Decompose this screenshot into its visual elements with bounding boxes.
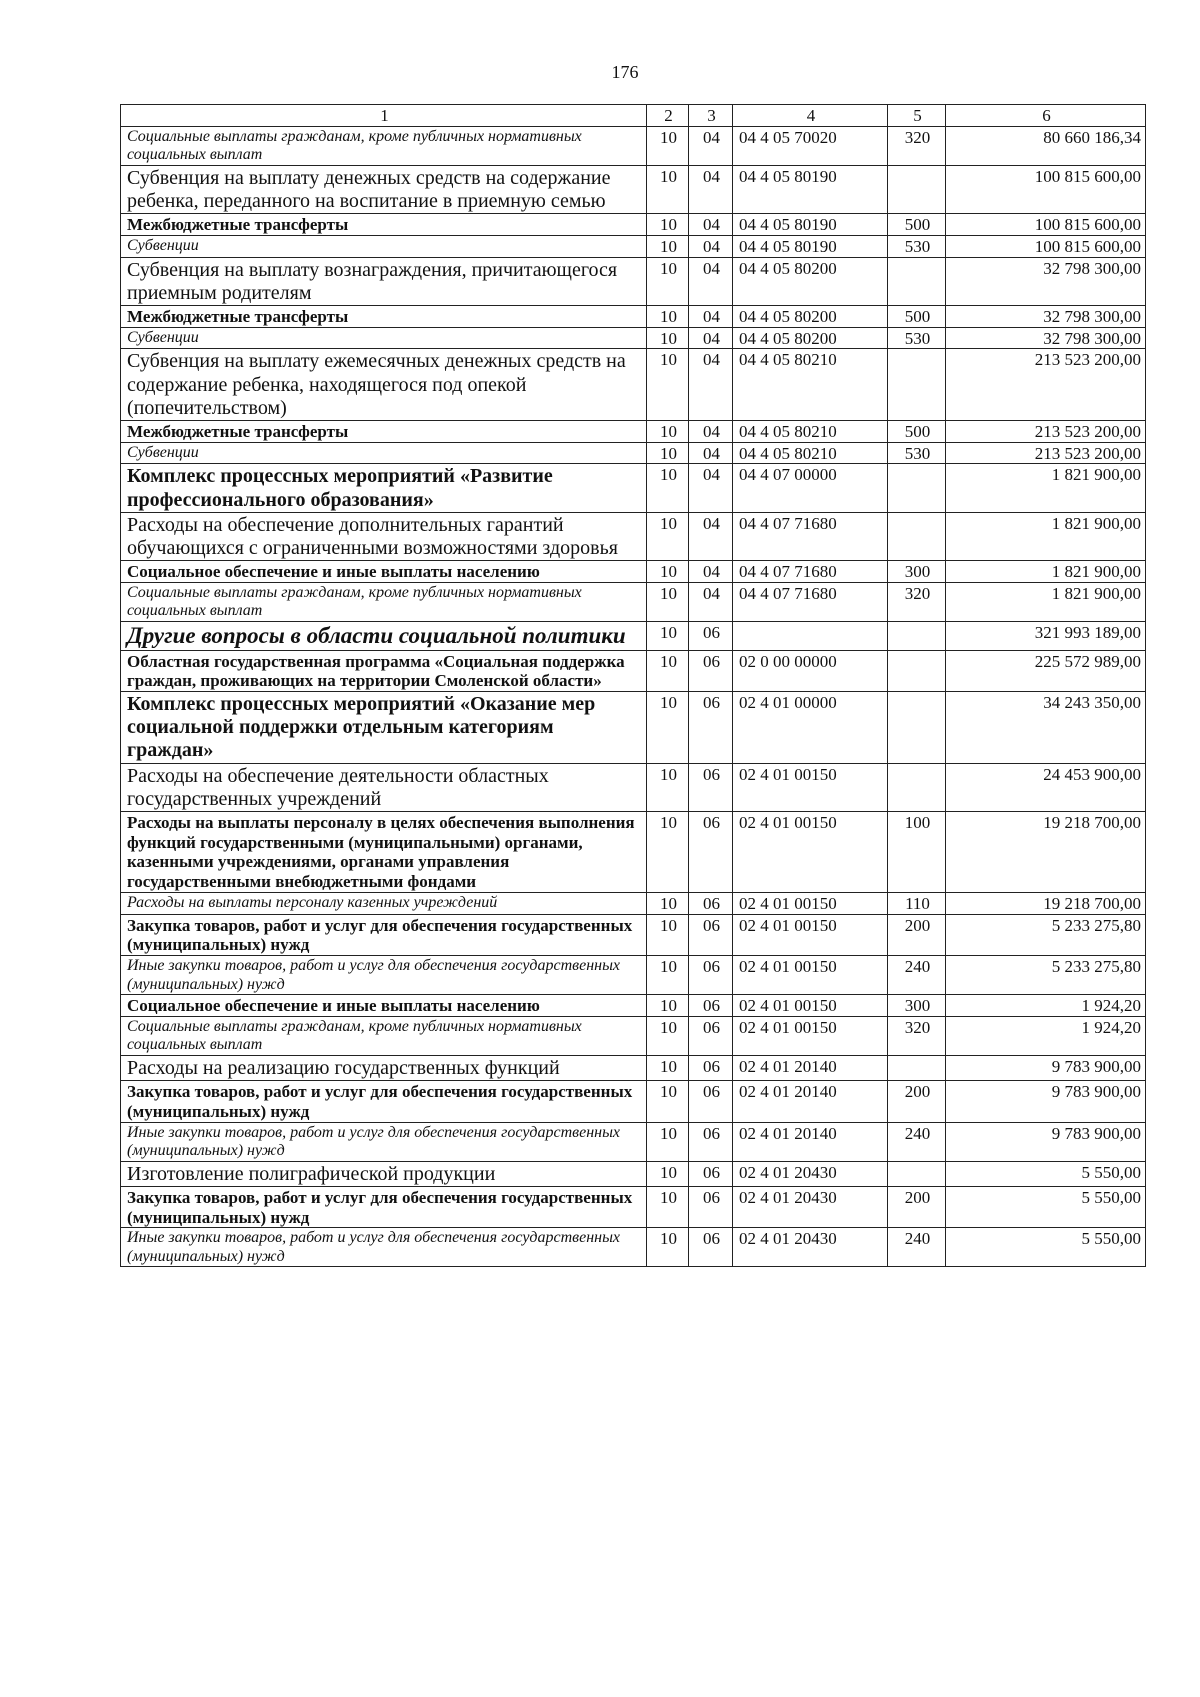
subsection-code-cell: 04: [689, 442, 733, 464]
section-code-cell: 10: [647, 582, 689, 621]
row-name-cell: Социальное обеспечение и иные выплаты населению: [121, 995, 647, 1017]
subsection-code-cell: 06: [689, 1016, 733, 1055]
row-name-cell: Иные закупки товаров, работ и услуг для обеспечения государственных (муниципальных) нужд: [121, 956, 647, 995]
section-code-cell: 10: [647, 1081, 689, 1122]
expense-type-cell: [888, 650, 946, 691]
section-code-cell: 10: [647, 561, 689, 583]
target-article-cell: 04 4 07 71680: [733, 512, 888, 560]
table-row: [121, 1228, 1146, 1267]
subsection-code-cell: 04: [689, 327, 733, 349]
column-header-5: 5: [888, 105, 946, 127]
amount-cell: 100 815 600,00: [946, 214, 1146, 236]
table-row: [121, 464, 1146, 512]
expense-type-cell: 320: [888, 1016, 946, 1055]
expense-type-cell: 500: [888, 421, 946, 443]
section-code-cell: 10: [647, 995, 689, 1017]
subsection-code-cell: 04: [689, 126, 733, 165]
section-code-cell: 10: [647, 812, 689, 893]
subsection-code-cell: 06: [689, 692, 733, 764]
amount-cell: 100 815 600,00: [946, 235, 1146, 257]
target-article-cell: 02 4 01 20140: [733, 1122, 888, 1161]
target-article-cell: 04 4 05 80190: [733, 165, 888, 213]
expense-type-cell: 240: [888, 1228, 946, 1267]
expense-type-cell: [888, 763, 946, 811]
row-name-cell: Субвенции: [121, 235, 647, 257]
table-row: [121, 442, 1146, 464]
target-article-cell: 04 4 05 80200: [733, 327, 888, 349]
expense-type-cell: 110: [888, 892, 946, 914]
target-article-cell: 02 4 01 00150: [733, 763, 888, 811]
amount-cell: 100 815 600,00: [946, 165, 1146, 213]
row-name-cell: Межбюджетные трансферты: [121, 421, 647, 443]
amount-cell: 19 218 700,00: [946, 812, 1146, 893]
target-article-cell: [733, 622, 888, 651]
target-article-cell: 02 4 01 00150: [733, 956, 888, 995]
target-article-cell: 04 4 05 80190: [733, 214, 888, 236]
expense-type-cell: [888, 622, 946, 651]
table-row: [121, 1186, 1146, 1227]
row-name-cell: Субвенция на выплату вознаграждения, причитающегося приемным родителям: [121, 257, 647, 305]
table-row: [121, 1016, 1146, 1055]
column-header-1: 1: [121, 105, 647, 127]
target-article-cell: 02 4 01 00150: [733, 812, 888, 893]
target-article-cell: 04 4 07 71680: [733, 582, 888, 621]
target-article-cell: 02 4 01 20430: [733, 1186, 888, 1227]
subsection-code-cell: 06: [689, 892, 733, 914]
expense-type-cell: [888, 165, 946, 213]
section-code-cell: 10: [647, 1122, 689, 1161]
amount-cell: 213 523 200,00: [946, 349, 1146, 421]
subsection-code-cell: 04: [689, 349, 733, 421]
table-row: [121, 956, 1146, 995]
amount-cell: 1 821 900,00: [946, 582, 1146, 621]
amount-cell: 1 821 900,00: [946, 561, 1146, 583]
section-code-cell: 10: [647, 650, 689, 691]
header-row: [121, 105, 1146, 127]
table-row: [121, 692, 1146, 764]
amount-cell: 5 550,00: [946, 1161, 1146, 1186]
target-article-cell: 02 4 01 20430: [733, 1161, 888, 1186]
subsection-code-cell: 06: [689, 622, 733, 651]
column-header-4: 4: [733, 105, 888, 127]
column-header-6: 6: [946, 105, 1146, 127]
section-code-cell: 10: [647, 622, 689, 651]
table-row: [121, 126, 1146, 165]
subsection-code-cell: 04: [689, 464, 733, 512]
row-name-cell: Социальные выплаты гражданам, кроме публичных нормативных социальных выплат: [121, 1016, 647, 1055]
target-article-cell: 02 4 01 00000: [733, 692, 888, 764]
target-article-cell: 02 4 01 00150: [733, 1016, 888, 1055]
expense-type-cell: [888, 1055, 946, 1080]
table-row: [121, 582, 1146, 621]
target-article-cell: 02 4 01 00150: [733, 892, 888, 914]
table-row: [121, 995, 1146, 1017]
target-article-cell: 04 4 05 80210: [733, 349, 888, 421]
amount-cell: 32 798 300,00: [946, 306, 1146, 328]
table-body: [121, 105, 1146, 1267]
section-code-cell: 10: [647, 235, 689, 257]
section-code-cell: 10: [647, 1161, 689, 1186]
table-row: [121, 349, 1146, 421]
target-article-cell: 04 4 05 80210: [733, 421, 888, 443]
section-code-cell: 10: [647, 327, 689, 349]
subsection-code-cell: 06: [689, 1122, 733, 1161]
subsection-code-cell: 06: [689, 812, 733, 893]
table-row: [121, 763, 1146, 811]
table-row: [121, 1081, 1146, 1122]
subsection-code-cell: 06: [689, 1228, 733, 1267]
table-row: [121, 892, 1146, 914]
section-code-cell: 10: [647, 421, 689, 443]
target-article-cell: 02 4 01 00150: [733, 995, 888, 1017]
subsection-code-cell: 06: [689, 914, 733, 955]
column-header-3: 3: [689, 105, 733, 127]
section-code-cell: 10: [647, 1186, 689, 1227]
subsection-code-cell: 06: [689, 650, 733, 691]
expense-type-cell: 500: [888, 214, 946, 236]
amount-cell: 1 821 900,00: [946, 512, 1146, 560]
row-name-cell: Межбюджетные трансферты: [121, 306, 647, 328]
amount-cell: 225 572 989,00: [946, 650, 1146, 691]
row-name-cell: Социальное обеспечение и иные выплаты населению: [121, 561, 647, 583]
amount-cell: 5 550,00: [946, 1186, 1146, 1227]
section-code-cell: 10: [647, 1228, 689, 1267]
row-name-cell: Субвенция на выплату денежных средств на содержание ребенка, переданного на воспитание в приемную семью: [121, 165, 647, 213]
row-name-cell: Закупка товаров, работ и услуг для обеспечения государственных (муниципальных) нужд: [121, 1186, 647, 1227]
amount-cell: 24 453 900,00: [946, 763, 1146, 811]
expense-type-cell: [888, 349, 946, 421]
row-name-cell: Иные закупки товаров, работ и услуг для обеспечения государственных (муниципальных) нужд: [121, 1228, 647, 1267]
amount-cell: 1 821 900,00: [946, 464, 1146, 512]
expense-type-cell: [888, 257, 946, 305]
subsection-code-cell: 06: [689, 763, 733, 811]
section-code-cell: 10: [647, 956, 689, 995]
amount-cell: 213 523 200,00: [946, 421, 1146, 443]
subsection-code-cell: 06: [689, 1055, 733, 1080]
target-article-cell: 02 0 00 00000: [733, 650, 888, 691]
expense-type-cell: 100: [888, 812, 946, 893]
expense-type-cell: 530: [888, 442, 946, 464]
expense-type-cell: 530: [888, 235, 946, 257]
table-row: [121, 327, 1146, 349]
table-row: [121, 650, 1146, 691]
table-row: [121, 1055, 1146, 1080]
table-row: [121, 914, 1146, 955]
row-name-cell: Субвенции: [121, 442, 647, 464]
table-row: [121, 512, 1146, 560]
row-name-cell: Расходы на выплаты персоналу казенных учреждений: [121, 892, 647, 914]
subsection-code-cell: 06: [689, 1081, 733, 1122]
row-name-cell: Субвенция на выплату ежемесячных денежных средств на содержание ребенка, находящегося под опекой (попечительством): [121, 349, 647, 421]
expense-type-cell: 320: [888, 582, 946, 621]
amount-cell: 321 993 189,00: [946, 622, 1146, 651]
section-code-cell: 10: [647, 257, 689, 305]
expense-type-cell: 500: [888, 306, 946, 328]
target-article-cell: 04 4 05 80210: [733, 442, 888, 464]
expense-type-cell: 240: [888, 956, 946, 995]
target-article-cell: 04 4 05 80200: [733, 306, 888, 328]
subsection-code-cell: 04: [689, 165, 733, 213]
table-row: [121, 1161, 1146, 1186]
amount-cell: 5 233 275,80: [946, 956, 1146, 995]
page-number: 176: [611, 62, 639, 82]
subsection-code-cell: 04: [689, 582, 733, 621]
subsection-code-cell: 06: [689, 1161, 733, 1186]
section-code-cell: 10: [647, 214, 689, 236]
table-row: [121, 421, 1146, 443]
expense-type-cell: 300: [888, 995, 946, 1017]
row-name-cell: Комплекс процессных мероприятий «Оказание мер социальной поддержки отдельным категориям граждан»: [121, 692, 647, 764]
table-row: [121, 235, 1146, 257]
subsection-code-cell: 04: [689, 306, 733, 328]
amount-cell: 9 783 900,00: [946, 1122, 1146, 1161]
amount-cell: 5 233 275,80: [946, 914, 1146, 955]
table-row: [121, 561, 1146, 583]
expense-type-cell: 240: [888, 1122, 946, 1161]
amount-cell: 1 924,20: [946, 1016, 1146, 1055]
amount-cell: 9 783 900,00: [946, 1055, 1146, 1080]
target-article-cell: 02 4 01 20430: [733, 1228, 888, 1267]
amount-cell: 213 523 200,00: [946, 442, 1146, 464]
subsection-code-cell: 06: [689, 956, 733, 995]
subsection-code-cell: 04: [689, 257, 733, 305]
section-code-cell: 10: [647, 914, 689, 955]
subsection-code-cell: 06: [689, 1186, 733, 1227]
row-name-cell: Социальные выплаты гражданам, кроме публичных нормативных социальных выплат: [121, 126, 647, 165]
row-name-cell: Расходы на выплаты персоналу в целях обеспечения выполнения функций государственными (муниципальными) органами, казенными учреждениями, органами управления государственными внебюджетными фондами: [121, 812, 647, 893]
target-article-cell: 02 4 01 20140: [733, 1055, 888, 1080]
target-article-cell: 02 4 01 20140: [733, 1081, 888, 1122]
column-header-2: 2: [647, 105, 689, 127]
row-name-cell: Расходы на реализацию государственных функций: [121, 1055, 647, 1080]
amount-cell: 32 798 300,00: [946, 327, 1146, 349]
amount-cell: 80 660 186,34: [946, 126, 1146, 165]
section-code-cell: 10: [647, 1055, 689, 1080]
budget-table: [120, 104, 1146, 1267]
table-row: [121, 214, 1146, 236]
amount-cell: 32 798 300,00: [946, 257, 1146, 305]
expense-type-cell: 200: [888, 1186, 946, 1227]
row-name-cell: Областная государственная программа «Социальная поддержка граждан, проживающих на территории Смоленской области»: [121, 650, 647, 691]
subsection-code-cell: 04: [689, 214, 733, 236]
section-code-cell: 10: [647, 126, 689, 165]
target-article-cell: 02 4 01 00150: [733, 914, 888, 955]
expense-type-cell: [888, 692, 946, 764]
section-code-cell: 10: [647, 763, 689, 811]
amount-cell: 5 550,00: [946, 1228, 1146, 1267]
section-code-cell: 10: [647, 692, 689, 764]
row-name-cell: Субвенции: [121, 327, 647, 349]
amount-cell: 34 243 350,00: [946, 692, 1146, 764]
row-name-cell: Расходы на обеспечение дополнительных гарантий обучающихся с ограниченными возможностями здоровья: [121, 512, 647, 560]
expense-type-cell: [888, 1161, 946, 1186]
expense-type-cell: [888, 512, 946, 560]
subsection-code-cell: 04: [689, 512, 733, 560]
expense-type-cell: [888, 464, 946, 512]
expense-type-cell: 200: [888, 1081, 946, 1122]
subsection-code-cell: 04: [689, 561, 733, 583]
target-article-cell: 04 4 05 80190: [733, 235, 888, 257]
section-code-cell: 10: [647, 306, 689, 328]
target-article-cell: 04 4 05 80200: [733, 257, 888, 305]
section-code-cell: 10: [647, 1016, 689, 1055]
table-row: [121, 622, 1146, 651]
row-name-cell: Закупка товаров, работ и услуг для обеспечения государственных (муниципальных) нужд: [121, 1081, 647, 1122]
section-code-cell: 10: [647, 442, 689, 464]
section-code-cell: 10: [647, 165, 689, 213]
table-row: [121, 306, 1146, 328]
expense-type-cell: 200: [888, 914, 946, 955]
expense-type-cell: 530: [888, 327, 946, 349]
row-name-cell: Изготовление полиграфической продукции: [121, 1161, 647, 1186]
target-article-cell: 04 4 05 70020: [733, 126, 888, 165]
section-code-cell: 10: [647, 349, 689, 421]
expense-type-cell: 300: [888, 561, 946, 583]
target-article-cell: 04 4 07 71680: [733, 561, 888, 583]
table-row: [121, 1122, 1146, 1161]
expense-type-cell: 320: [888, 126, 946, 165]
amount-cell: 9 783 900,00: [946, 1081, 1146, 1122]
row-name-cell: Социальные выплаты гражданам, кроме публичных нормативных социальных выплат: [121, 582, 647, 621]
section-code-cell: 10: [647, 464, 689, 512]
row-name-cell: Межбюджетные трансферты: [121, 214, 647, 236]
table-row: [121, 257, 1146, 305]
table-row: [121, 165, 1146, 213]
table-row: [121, 812, 1146, 893]
subsection-code-cell: 06: [689, 995, 733, 1017]
row-name-cell: Закупка товаров, работ и услуг для обеспечения государственных (муниципальных) нужд: [121, 914, 647, 955]
subsection-code-cell: 04: [689, 421, 733, 443]
row-name-cell: Иные закупки товаров, работ и услуг для обеспечения государственных (муниципальных) нужд: [121, 1122, 647, 1161]
row-name-cell: Расходы на обеспечение деятельности областных государственных учреждений: [121, 763, 647, 811]
row-name-cell: Комплекс процессных мероприятий «Развитие профессионального образования»: [121, 464, 647, 512]
amount-cell: 1 924,20: [946, 995, 1146, 1017]
amount-cell: 19 218 700,00: [946, 892, 1146, 914]
section-code-cell: 10: [647, 512, 689, 560]
subsection-code-cell: 04: [689, 235, 733, 257]
row-name-cell: Другие вопросы в области социальной политики: [121, 622, 647, 651]
target-article-cell: 04 4 07 00000: [733, 464, 888, 512]
section-code-cell: 10: [647, 892, 689, 914]
